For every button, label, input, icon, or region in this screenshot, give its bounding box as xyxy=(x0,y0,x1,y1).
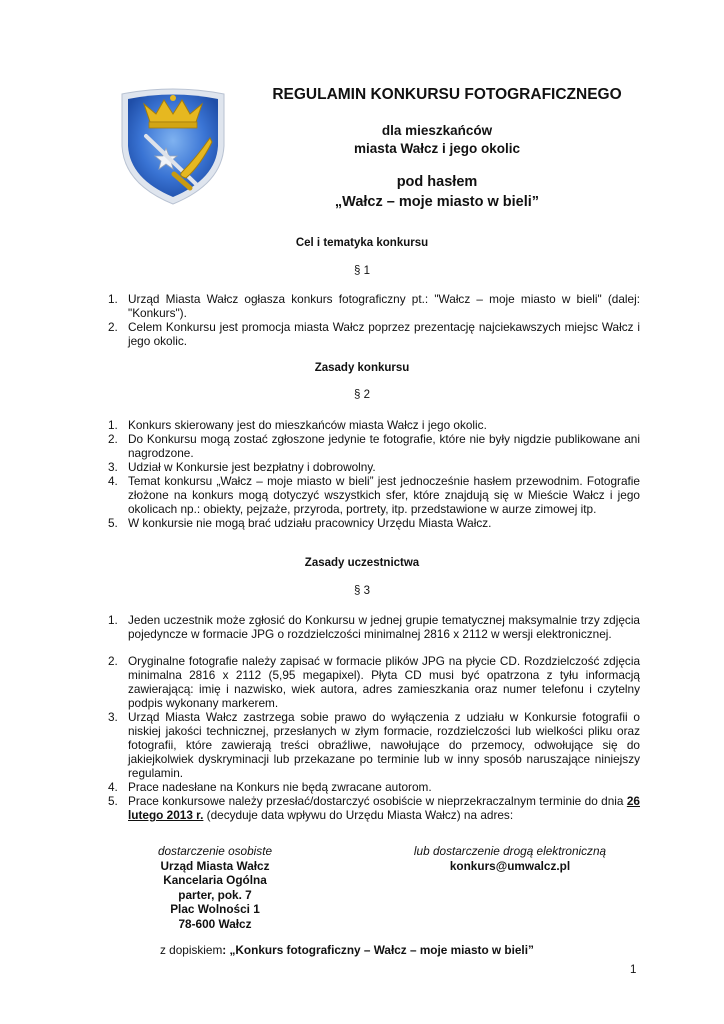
footer-note: z dopiskiem: „Konkurs fotograficzny – Wałcz – moje miasto w bieli” xyxy=(160,943,534,957)
list-item: 5. W konkursie nie mogą brać udziału pracownicy Urzędu Miasta Wałcz. xyxy=(108,516,492,530)
list-item: 4. Prace nadesłane na Konkurs nie będą zwracane autorom. xyxy=(108,780,432,794)
section3-heading: Zasady uczestnictwa xyxy=(304,557,420,569)
section2-heading: Zasady konkursu xyxy=(314,362,410,374)
section2-list xyxy=(108,418,640,530)
section1-heading: Cel i tematyka konkursu xyxy=(295,237,429,249)
list-item: 1. Konkurs skierowany jest do mieszkańców miasta Wałcz i jego okolic. xyxy=(108,418,487,432)
page-number: 1 xyxy=(630,964,637,976)
document-title: REGULAMIN KONKURSU FOTOGRAFICZNEGO xyxy=(272,86,622,103)
email-link[interactable]: konkurs@umwalcz.pl xyxy=(449,858,571,873)
list-item: 2. Oryginalne fotografie należy zapisać w formacie plików JPG na płycie CD. Rozdzielczość zdjęcia minimalna 2816 x 2112 (5,95 megapixel). Płyta CD musi być opatrzona z tyłu informacją zawierającą: imię i nazwisko, wiek autora, adres zamieszkania oraz numer telefonu i czytelny podpis wykonany markerem. xyxy=(108,654,640,710)
section3-list xyxy=(108,613,640,822)
deadline-date: 26 lutego 2013 r. xyxy=(128,794,640,822)
subtitle-audience: dla mieszkańców miasta Wałcz i jego okolic xyxy=(353,123,521,156)
subtitle-slogan: pod hasłem „Wałcz – moje miasto w bieli” xyxy=(334,174,540,210)
section1-list xyxy=(108,292,640,348)
list-item: 3. Udział w Konkursie jest bezpłatny i dobrowolny. xyxy=(108,460,376,474)
list-item: 1. Jeden uczestnik może zgłosić do Konkursu w jednej grupie tematycznej maksymalnie trzy zdjęcia pojedyncze w formacie JPG o rozdzielczości minimalnej 2816 x 2112 w wersji elektronicznej. xyxy=(108,613,640,641)
shield-crown-swords-icon xyxy=(116,86,230,206)
address-electronic: lub dostarczenie drogą elektroniczną konkurs@umwalcz.pl xyxy=(390,844,630,873)
city-coat-of-arms xyxy=(116,86,230,206)
list-item: 2. Celem Konkursu jest promocja miasta Wałcz poprzez prezentację najciekawszych miejsc Wałcz i jego okolic. xyxy=(108,320,640,348)
section1-paragraph-mark: § 1 xyxy=(354,265,370,277)
address-in-person: dostarczenie osobiste Urząd Miasta Wałcz Kancelaria Ogólna parter, pok. 7 Plac Wolności 1 78-600 Wałcz xyxy=(157,844,273,931)
list-item: 2. Do Konkursu mogą zostać zgłoszone jedynie te fotografie, które nie były nigdzie publikowane ani nagrodzone. xyxy=(108,432,640,460)
list-item: 5. Prace konkursowe należy przesłać/dostarczyć osobiście w nieprzekraczalnym terminie do dnia 26 lutego 2013 r. (decyduje data wpływu do Urzędu Miasta Wałcz) na adres: xyxy=(108,794,640,822)
list-item: 4. Temat konkursu „Wałcz – moje miasto w bieli” jest jednocześnie hasłem przewodnim. Fotografie złożone na konkurs mogą dotyczyć wszystkich sfer, które znajdują się w Mieście Wałcz i jego okolicach np.: obiekty, pejzaże, przyroda, portrety, itp. przedstawione w aurze zimowej itp. xyxy=(108,474,640,516)
section3-paragraph-mark: § 3 xyxy=(354,585,370,597)
list-item: 1. Urząd Miasta Wałcz ogłasza konkurs fotograficzny pt.: "Wałcz – moje miasto w bieli" (dalej: "Konkurs"). xyxy=(108,292,640,320)
list-item: 3. Urząd Miasta Wałcz zastrzega sobie prawo do wyłączenia z udziału w Konkursie fotografii o niskiej jakości technicznej, przesłanych w złym formacie, rozdzielczości lub wielkości pliku oraz fotografii, które zawierają treści obraźliwe, nawołujące do przemocy, odwołujące się do jakiejkolwiek dyskryminacji lub przekazane po terminie lub w inny sposób naruszające niniejszy regulamin. xyxy=(108,710,640,780)
section2-paragraph-mark: § 2 xyxy=(354,389,370,401)
